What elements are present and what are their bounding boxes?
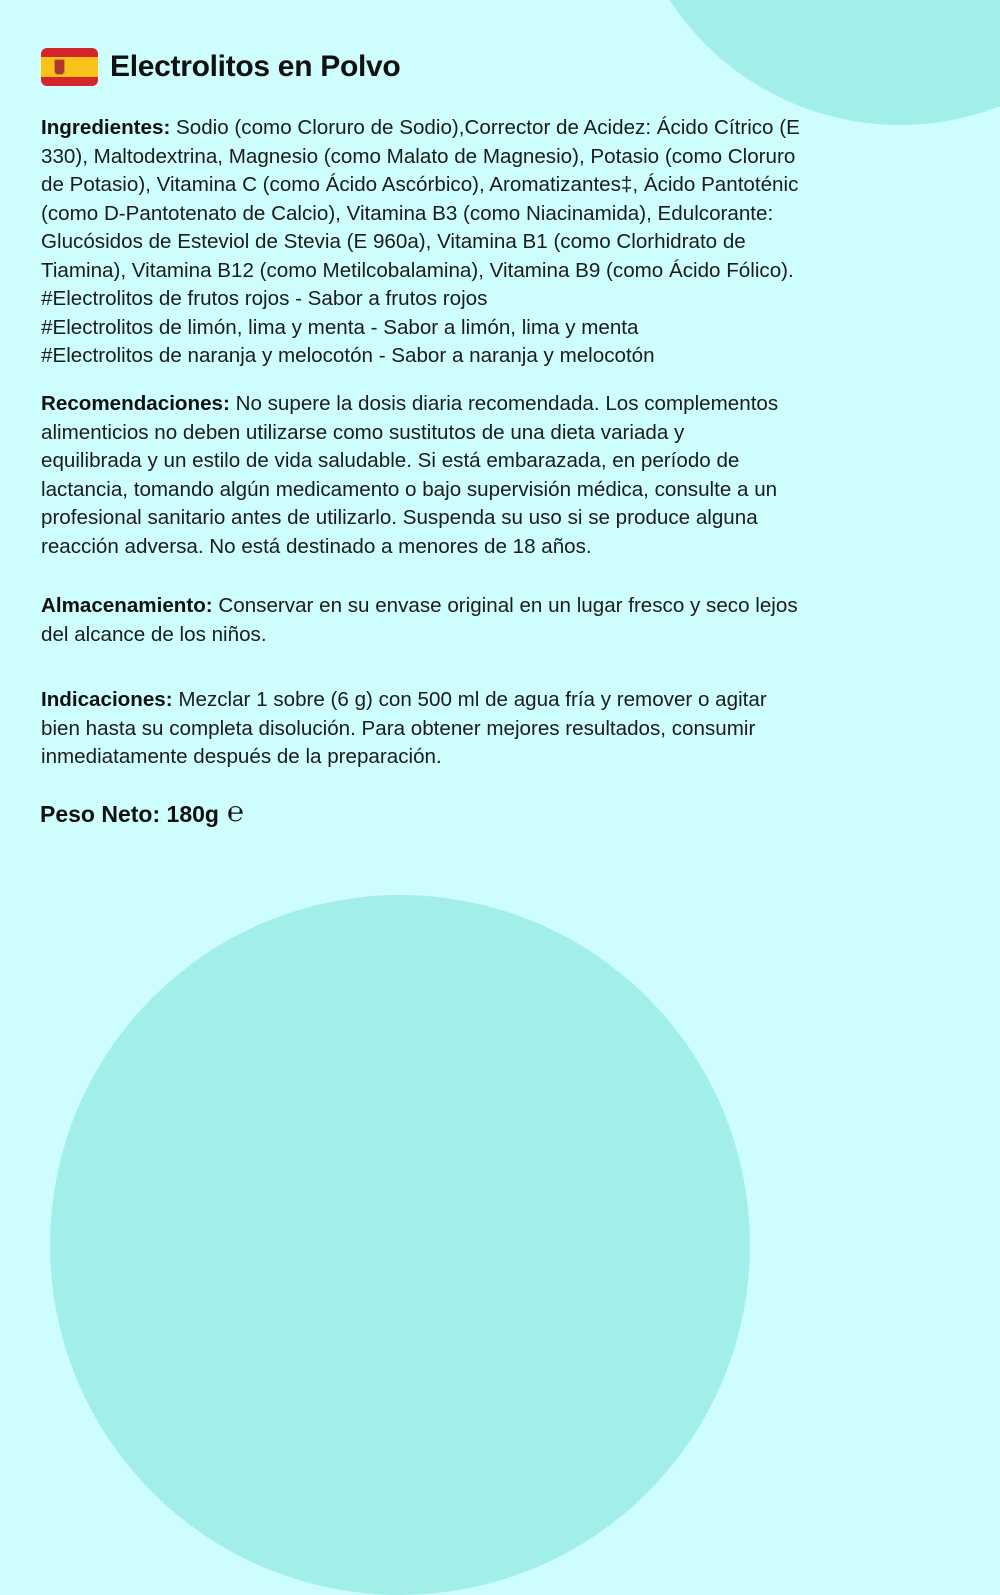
recommendations-line: reacción adversa. No está destinado a menores de 18 años.: [41, 534, 592, 558]
page-title: Electrolitos en Polvo: [110, 50, 401, 83]
recommendations-section: Recomendaciones: No supere la dosis diaria recomendada. Los complementos alimenticios no deben utilizarse como sustitutos de una dieta variada y equilibrada y un estilo de vida saludable. Si está embarazada, en período de lactancia, tomando algún medicamento o bajo supervisión médica, consulte a un profesional sanitario antes de utilizarlo. Suspenda su uso si se produce alguna reacción adversa. No está destinado a menores de 18 años.: [41, 390, 778, 561]
storage-section: Almacenamiento: Conservar en su envase original en un lugar fresco y seco lejos del alcance de los niños.: [41, 592, 798, 649]
net-weight-label: Peso Neto: 180g: [40, 800, 219, 827]
decorative-circle-top-right: [625, 0, 1000, 125]
recommendations-line: alimenticios no deben utilizarse como sustitutos de una dieta variada y: [41, 420, 685, 444]
recommendations-line: profesional sanitario antes de utilizarlo. Suspenda su uso si se produce alguna: [41, 506, 758, 529]
decorative-circle-bottom: [50, 895, 750, 1595]
ingredients-line: (como D-Pantotenato de Calcio), Vitamina B3 (como Niacinamida), Edulcorante:: [41, 201, 774, 225]
directions-section: Indicaciones: Mezclar 1 sobre (6 g) con 500 ml de agua fría y remover o agitar bien hasta su completa disolución. Para obtener mejores resultados, consumir inmediatamente después de la preparación.: [41, 686, 767, 772]
ingredients-section: Ingredientes: Sodio (como Cloruro de Sodio),Corrector de Acidez: Ácido Cítrico (E 330), Maltodextrina, Magnesio (como Malato de Magnesio), Potasio (como Cloruro de Potasio), Vitamina C (como Ácido Ascórbico), Aromatizantes‡, Ácido Pantoténic (como D-Pantotenato de Calcio), Vitamina B3 (como Niacinamida), Edulcorante: Glucósidos de Esteviol de Stevia (E 960a), Vitamina B1 (como Clorhidrato de Tiamina), Vitamina B12 (como Metilcobalamina), Vitamina B9 (como Ácido Fólico). #Electrolitos de frutos rojos - Sabor a frutos rojos #Electrolitos de limón, lima y menta - Sabor a limón, lima y menta #Electrolitos de naranja y melocotón - Sabor a naranja y melocotón: [41, 114, 800, 371]
ingredients-line: de Potasio), Vitamina C (como Ácido Ascórbico), Aromatizantes‡, Ácido Pantoténic: [41, 173, 799, 196]
ingredients-label: Ingredientes:: [41, 116, 171, 139]
directions-line: bien hasta su completa disolución. Para obtener mejores resultados, consumir: [41, 716, 756, 740]
net-weight: [40, 795, 244, 828]
storage-line: del alcance de los niños.: [41, 622, 267, 646]
storage-label: Almacenamiento:: [41, 594, 213, 617]
ingredients-line: Tiamina), Vitamina B12 (como Metilcobalamina), Vitamina B9 (como Ácido Fólico).: [41, 258, 794, 282]
recommendations-line: lactancia, tomando algún medicamento o bajo supervisión médica, consulte a un: [41, 477, 778, 501]
flavor-line: #Electrolitos de limón, lima y menta - Sabor a limón, lima y menta: [41, 315, 639, 339]
ingredients-line: 330), Maltodextrina, Magnesio (como Malato de Magnesio), Potasio (como Cloruro: [41, 144, 796, 168]
coat-of-arms-icon: [54, 59, 65, 75]
flavor-line: #Electrolitos de frutos rojos - Sabor a frutos rojos: [41, 287, 488, 310]
recommendations-label: Recomendaciones:: [41, 392, 230, 415]
ingredients-line: Glucósidos de Esteviol de Stevia (E 960a), Vitamina B1 (como Clorhidrato de: [41, 230, 746, 253]
directions-line: inmediatamente después de la preparación.: [41, 745, 442, 768]
flavor-line: #Electrolitos de naranja y melocotón - Sabor a naranja y melocotón: [41, 344, 655, 367]
recommendations-line: equilibrada y un estilo de vida saludable. Si está embarazada, en período de: [41, 449, 740, 472]
header: [41, 48, 400, 86]
directions-label: Indicaciones:: [41, 688, 173, 711]
spain-flag-icon: [41, 48, 98, 86]
estimated-sign-icon: ℮: [226, 795, 244, 828]
